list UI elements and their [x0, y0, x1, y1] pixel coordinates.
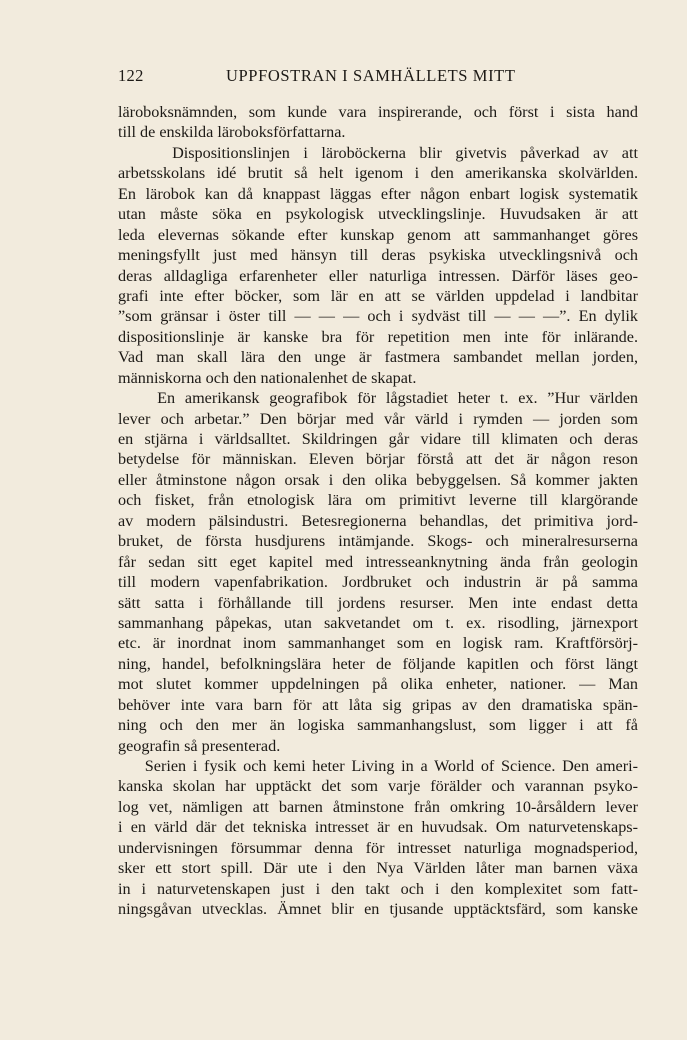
- text-line: till modern vapenfabrikation. Jordbruket och industrin är på samma: [118, 573, 638, 592]
- text-line: behöver inte vara barn för att låta sig gripas av den dramatiska spän-: [118, 695, 638, 714]
- text-line: undervisningen försummar denna för intresset naturliga mognadsperiod,: [118, 838, 638, 857]
- text-line: sker ett stort spill. Där ute i den Nya Världen låter man barnen växa: [118, 859, 638, 878]
- text-line: läroboksnämnden, som kunde vara inspirerande, och först i sista hand: [118, 103, 638, 121]
- text-line: av modern pälsindustri. Betesregionerna behandlas, det primitiva jord-: [118, 511, 638, 530]
- text-line: geografin så presenterad.: [118, 736, 281, 755]
- text-line: bruket, de första husdjurens intämjande. Skogs- och mineralresurserna: [118, 532, 638, 551]
- text-line: En amerikansk geografibok för lågstadiet heter t. ex. ”Hur världen: [118, 389, 638, 408]
- text-line: ningsgåvan utvecklas. Ämnet blir en tjusande upptäcktsfärd, som kanske: [118, 900, 638, 919]
- text-line: sammanhang påpekas, utan sakvetandet om t. ex. risodling, järnexport: [118, 613, 638, 632]
- text-line: in i naturvetenskapen just i den takt och i den komplexitet som fatt-: [118, 879, 638, 898]
- text-line: kanska skolan har upptäckt det som varje förälder och varannan psyko-: [118, 777, 638, 796]
- text-line: en stjärna i världsalltet. Skildringen går vidare till klimaten och deras: [118, 430, 638, 448]
- text-line: En lärobok kan då knappast läggas efter någon enbart logisk systematik: [118, 184, 638, 203]
- text-line: till de enskilda läroboksförfattarna.: [118, 123, 346, 142]
- page-header: [118, 66, 529, 90]
- text-line: dispositionslinje är kanske bra för repetition men inte för inlärande.: [118, 327, 638, 346]
- text-line: och fisket, från etnologisk lära om primitivt leverne till klargörande: [118, 491, 638, 510]
- running-title: UPPFOSTRAN I SAMHÄLLETS MITT: [226, 66, 516, 85]
- text-line: sätt satta i förhållande till jordens resurser. Men inte endast detta: [118, 593, 638, 612]
- text-line: betydelse för människan. Eleven börjar förstå att det är någon reson: [118, 450, 638, 469]
- text-line: människorna och den nationalenhet de skapat.: [118, 368, 417, 387]
- text-line: leda elevernas sökande efter kunskap genom att sammanhanget göres: [118, 225, 638, 244]
- body-text: [118, 102, 638, 920]
- text-line: ning och den mer än logiska sammanhangslust, som ligger i att få: [118, 716, 638, 735]
- text-line: ”som gränsar i öster till — — — och i sydväst till — — —”. En dylik: [118, 307, 638, 326]
- text-line: log vet, nämligen att barnen åtminstone från omkring 10-årsåldern lever: [118, 797, 638, 816]
- text-line: Vad man skall lära den unge är fastmera sambandet mellan jorden,: [118, 348, 638, 367]
- text-line: ning, handel, befolkningslära heter de följande kapitlen och först längt: [118, 654, 638, 673]
- text-line: etc. är inordnat inom sammanhanget som en logisk ram. Kraftförsörj-: [118, 634, 638, 653]
- text-line: grafi inte efter böcker, som lär en att se världen uppdelad i landbitar: [118, 286, 638, 305]
- text-line: arbetsskolans idé brutit så helt igenom i den amerikanska skolvärlden.: [118, 164, 638, 183]
- text-line: i en värld där det tekniska intresset är en huvudsak. Om naturvetenskaps-: [118, 818, 638, 837]
- text-line: Dispositionslinjen i läroböckerna blir givetvis påverkad av att: [118, 143, 638, 162]
- text-line: eller åtminstone någon orsak i den olika bebyggelsen. Så kommer jakten: [118, 470, 638, 489]
- text-line: meningsfyllt just med hänsyn till deras psykiska utvecklingsnivå och: [118, 246, 638, 265]
- text-line: får sedan sitt eget kapitel med intresseanknytning ända från geologin: [118, 552, 638, 571]
- text-line: lever och arbetar.” Den börjar med vår värld i rymden — jorden som: [118, 409, 638, 428]
- text-line: deras alldagliga erfarenheter eller naturliga intressen. Därför läses geo-: [118, 266, 638, 285]
- text-line: mot slutet kommer uppdelningen på olika enheter, nationer. — Man: [118, 675, 638, 694]
- page-number: 122: [118, 66, 144, 85]
- text-line: utan måste söka en psykologisk utvecklingslinje. Huvudsaken är att: [118, 205, 638, 224]
- text-line: Serien i fysik och kemi heter Living in a World of Science. Den ameri-: [118, 757, 638, 775]
